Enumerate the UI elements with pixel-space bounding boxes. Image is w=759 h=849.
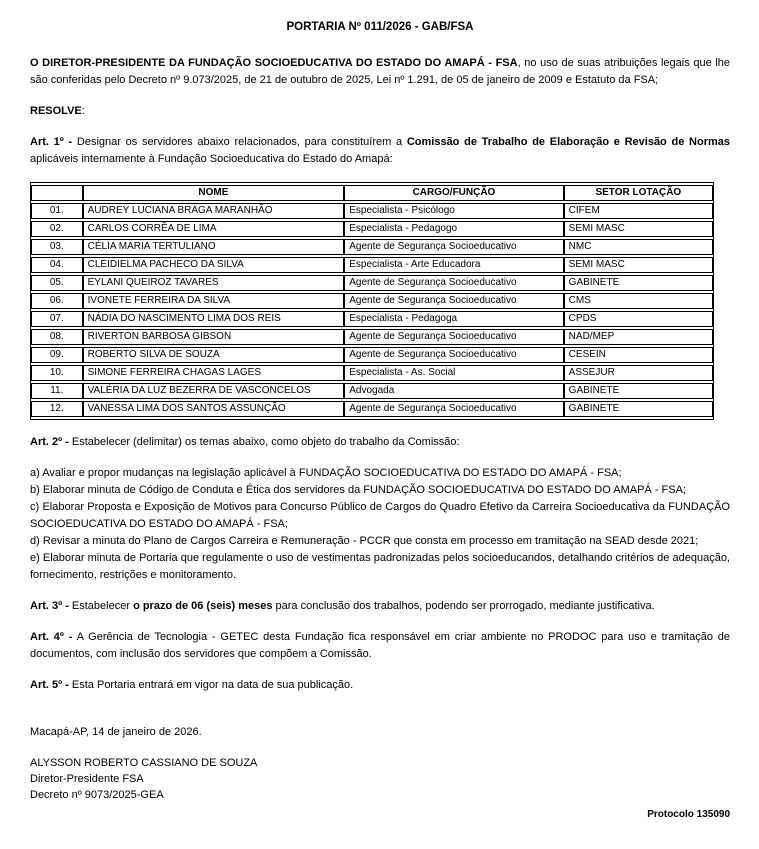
cell-name: ROBERTO SILVA DE SOUZA bbox=[83, 347, 345, 363]
article-2-paragraph bbox=[30, 434, 730, 451]
table-row bbox=[31, 293, 713, 309]
cell-role: Agente de Segurança Socioeducativo bbox=[344, 275, 563, 291]
header-sector: SETOR LOTAÇÃO bbox=[564, 185, 713, 201]
cell-number: 07. bbox=[31, 311, 83, 327]
preamble-paragraph bbox=[30, 55, 730, 89]
table-header-row bbox=[31, 185, 713, 201]
table-row bbox=[31, 275, 713, 291]
cell-name: EYLANI QUEIROZ TAVARES bbox=[83, 275, 345, 291]
cell-name: CARLOS CORRÊA DE LIMA bbox=[83, 221, 345, 237]
cell-role: Especialista - As. Social bbox=[344, 365, 563, 381]
table-row bbox=[31, 311, 713, 327]
cell-number: 06. bbox=[31, 293, 83, 309]
document-title: PORTARIA Nº 011/2026 - GAB/FSA bbox=[286, 21, 474, 33]
article-3-label: Art. 3º - bbox=[30, 600, 69, 612]
article-3-paragraph bbox=[30, 598, 730, 615]
cell-name: RIVERTON BARBOSA GIBSON bbox=[83, 329, 345, 345]
article-5-paragraph bbox=[30, 677, 730, 694]
table-row bbox=[31, 383, 713, 399]
signer-decree: Decreto nº 9073/2025-GEA bbox=[30, 789, 164, 801]
cell-sector: GABINETE bbox=[564, 383, 713, 399]
cell-name: CÉLIA MARIA TERTULIANO bbox=[83, 239, 345, 255]
cell-name: IVONETE FERREIRA DA SILVA bbox=[83, 293, 345, 309]
signer-name: ALYSSON ROBERTO CASSIANO DE SOUZA bbox=[30, 757, 258, 769]
cell-sector: CESEIN bbox=[564, 347, 713, 363]
article-2-label: Art. 2º - bbox=[30, 436, 69, 448]
article-2-item-e: e) Elaborar minuta de Portaria que regulamente o uso de vestimentas padronizadas pelos socioeducandos, detalhando critérios de adequação, fornecimento, restrições e monitoramento. bbox=[30, 552, 730, 581]
cell-number: 02. bbox=[31, 221, 83, 237]
cell-name: SIMONE FERREIRA CHAGAS LAGES bbox=[83, 365, 345, 381]
protocol-number: Protocolo 135090 bbox=[647, 809, 730, 820]
article-1-text-end: aplicáveis internamente à Fundação Socioeducativa do Estado do Amapá: bbox=[30, 153, 393, 165]
cell-sector: ASSEJUR bbox=[564, 365, 713, 381]
table-row bbox=[31, 329, 713, 345]
cell-number: 05. bbox=[31, 275, 83, 291]
cell-sector: CMS bbox=[564, 293, 713, 309]
cell-name: VALÉRIA DA LUZ BEZERRA DE VASCONCELOS bbox=[83, 383, 345, 399]
signature-block bbox=[30, 755, 730, 803]
table-row bbox=[31, 203, 713, 219]
cell-role: Advogada bbox=[344, 383, 563, 399]
cell-name: CLEIDIELMA PACHECO DA SILVA bbox=[83, 257, 345, 273]
table-row bbox=[31, 221, 713, 237]
cell-sector: GABINETE bbox=[564, 275, 713, 291]
article-4-text: A Gerência de Tecnologia - GETEC desta Fundação fica responsável em criar ambiente no PRODOC para uso e tramitação de documentos, com inclusão dos servidores que compõem a Comissão. bbox=[30, 631, 731, 660]
table-row bbox=[31, 257, 713, 273]
cell-role: Especialista - Pedagoga bbox=[344, 311, 563, 327]
cell-role: Especialista - Psicólogo bbox=[344, 203, 563, 219]
table-row bbox=[31, 365, 713, 381]
cell-role: Especialista - Arte Educadora bbox=[344, 257, 563, 273]
cell-role: Agente de Segurança Socioeducativo bbox=[344, 293, 563, 309]
table-row bbox=[31, 239, 713, 255]
cell-role: Agente de Segurança Socioeducativo bbox=[344, 401, 563, 417]
article-1-text: Designar os servidores abaixo relacionados, para constituírem a bbox=[72, 136, 407, 148]
cell-sector: CIFEM bbox=[564, 203, 713, 219]
table-row bbox=[31, 401, 713, 417]
article-2-text: Estabelecer (delimitar) os temas abaixo, como objeto do trabalho da Comissão: bbox=[68, 436, 460, 448]
cell-number: 03. bbox=[31, 239, 83, 255]
signer-title: Diretor-Presidente FSA bbox=[30, 773, 144, 785]
cell-role: Agente de Segurança Socioeducativo bbox=[344, 347, 563, 363]
cell-number: 09. bbox=[31, 347, 83, 363]
cell-sector: SEMI MASC bbox=[564, 257, 713, 273]
article-5-text: Esta Portaria entrará em vigor na data de sua publicação. bbox=[68, 679, 354, 691]
article-3-text: Estabelecer bbox=[68, 600, 134, 612]
resolve-word: RESOLVE bbox=[30, 105, 82, 117]
place-date-line: Macapá-AP, 14 de janeiro de 2026. bbox=[30, 726, 202, 738]
cell-name: AUDREY LUCIANA BRAGA MARANHÃO bbox=[83, 203, 345, 219]
header-name: NOME bbox=[83, 185, 345, 201]
cell-number: 01. bbox=[31, 203, 83, 219]
article-4-label: Art. 4º - bbox=[30, 631, 73, 643]
article-2-item-a: a) Avaliar e propor mudanças na legislação aplicável à FUNDAÇÃO SOCIOEDUCATIVA DO ESTADO DO AMAPÁ - FSA; bbox=[30, 467, 622, 479]
resolve-colon: : bbox=[81, 105, 85, 117]
cell-name: VANESSA LIMA DOS SANTOS ASSUNÇÃO bbox=[83, 401, 345, 417]
cell-number: 12. bbox=[31, 401, 83, 417]
cell-sector: NAD/MEP bbox=[564, 329, 713, 345]
table-row bbox=[31, 347, 713, 363]
cell-sector: GABINETE bbox=[564, 401, 713, 417]
article-2-item-b: b) Elaborar minuta de Código de Conduta e Ética dos servidores da FUNDAÇÃO SOCIOEDUCATIVA DO ESTADO DO AMAPÁ - FSA; bbox=[30, 484, 686, 496]
cell-sector: CPDS bbox=[564, 311, 713, 327]
cell-name: NÁDIA DO NASCIMENTO LIMA DOS REIS bbox=[83, 311, 345, 327]
preamble-rest: , no uso de suas atribuições legais que lhe são conferidas pelo Decreto nº 9.073/2025, de 21 de outubro de 2025, Lei nº 1.291, de 05 de janeiro de 2009 e Estatuto da FSA; bbox=[30, 57, 730, 86]
preamble-bold-lead: O DIRETOR-PRESIDENTE DA FUNDAÇÃO SOCIOEDUCATIVA DO ESTADO DO AMAPÁ - FSA bbox=[30, 57, 518, 69]
article-2-item-d: d) Revisar a minuta do Plano de Cargos Carreira e Remuneração - PCCR que consta em processo em tramitação na SEAD desde 2021; bbox=[30, 535, 699, 547]
article-1-label: Art. 1º - bbox=[30, 136, 73, 148]
cell-role: Especialista - Pedagogo bbox=[344, 221, 563, 237]
article-3-bold-phrase: o prazo de 06 (seis) meses bbox=[133, 600, 273, 612]
header-number bbox=[31, 185, 83, 201]
cell-sector: SEMI MASC bbox=[564, 221, 713, 237]
cell-number: 11. bbox=[31, 383, 83, 399]
cell-number: 04. bbox=[31, 257, 83, 273]
article-1-paragraph bbox=[30, 134, 730, 168]
header-role: CARGO/FUNÇÃO bbox=[344, 185, 563, 201]
article-5-label: Art. 5º - bbox=[30, 679, 69, 691]
article-1-bold-phrase: Comissão de Trabalho de Elaboração e Revisão de Normas bbox=[406, 136, 730, 148]
article-2-item-c: c) Elaborar Proposta e Exposição de Motivos para Concurso Público de Cargos do Quadro Efetivo da Carreira Socioeducativa da FUNDAÇÃO SOCIOEDUCATIVA DO ESTADO DO AMAPÁ - FSA; bbox=[30, 501, 730, 530]
cell-number: 08. bbox=[31, 329, 83, 345]
cell-role: Agente de Segurança Socioeducativo bbox=[344, 329, 563, 345]
servants-table bbox=[30, 182, 714, 420]
article-4-paragraph bbox=[30, 629, 730, 663]
resolve-line bbox=[30, 103, 730, 120]
cell-sector: NMC bbox=[564, 239, 713, 255]
cell-number: 10. bbox=[31, 365, 83, 381]
article-3-text-end: para conclusão dos trabalhos, podendo ser prorrogado, mediante justificativa. bbox=[272, 600, 655, 612]
cell-role: Agente de Segurança Socioeducativo bbox=[344, 239, 563, 255]
